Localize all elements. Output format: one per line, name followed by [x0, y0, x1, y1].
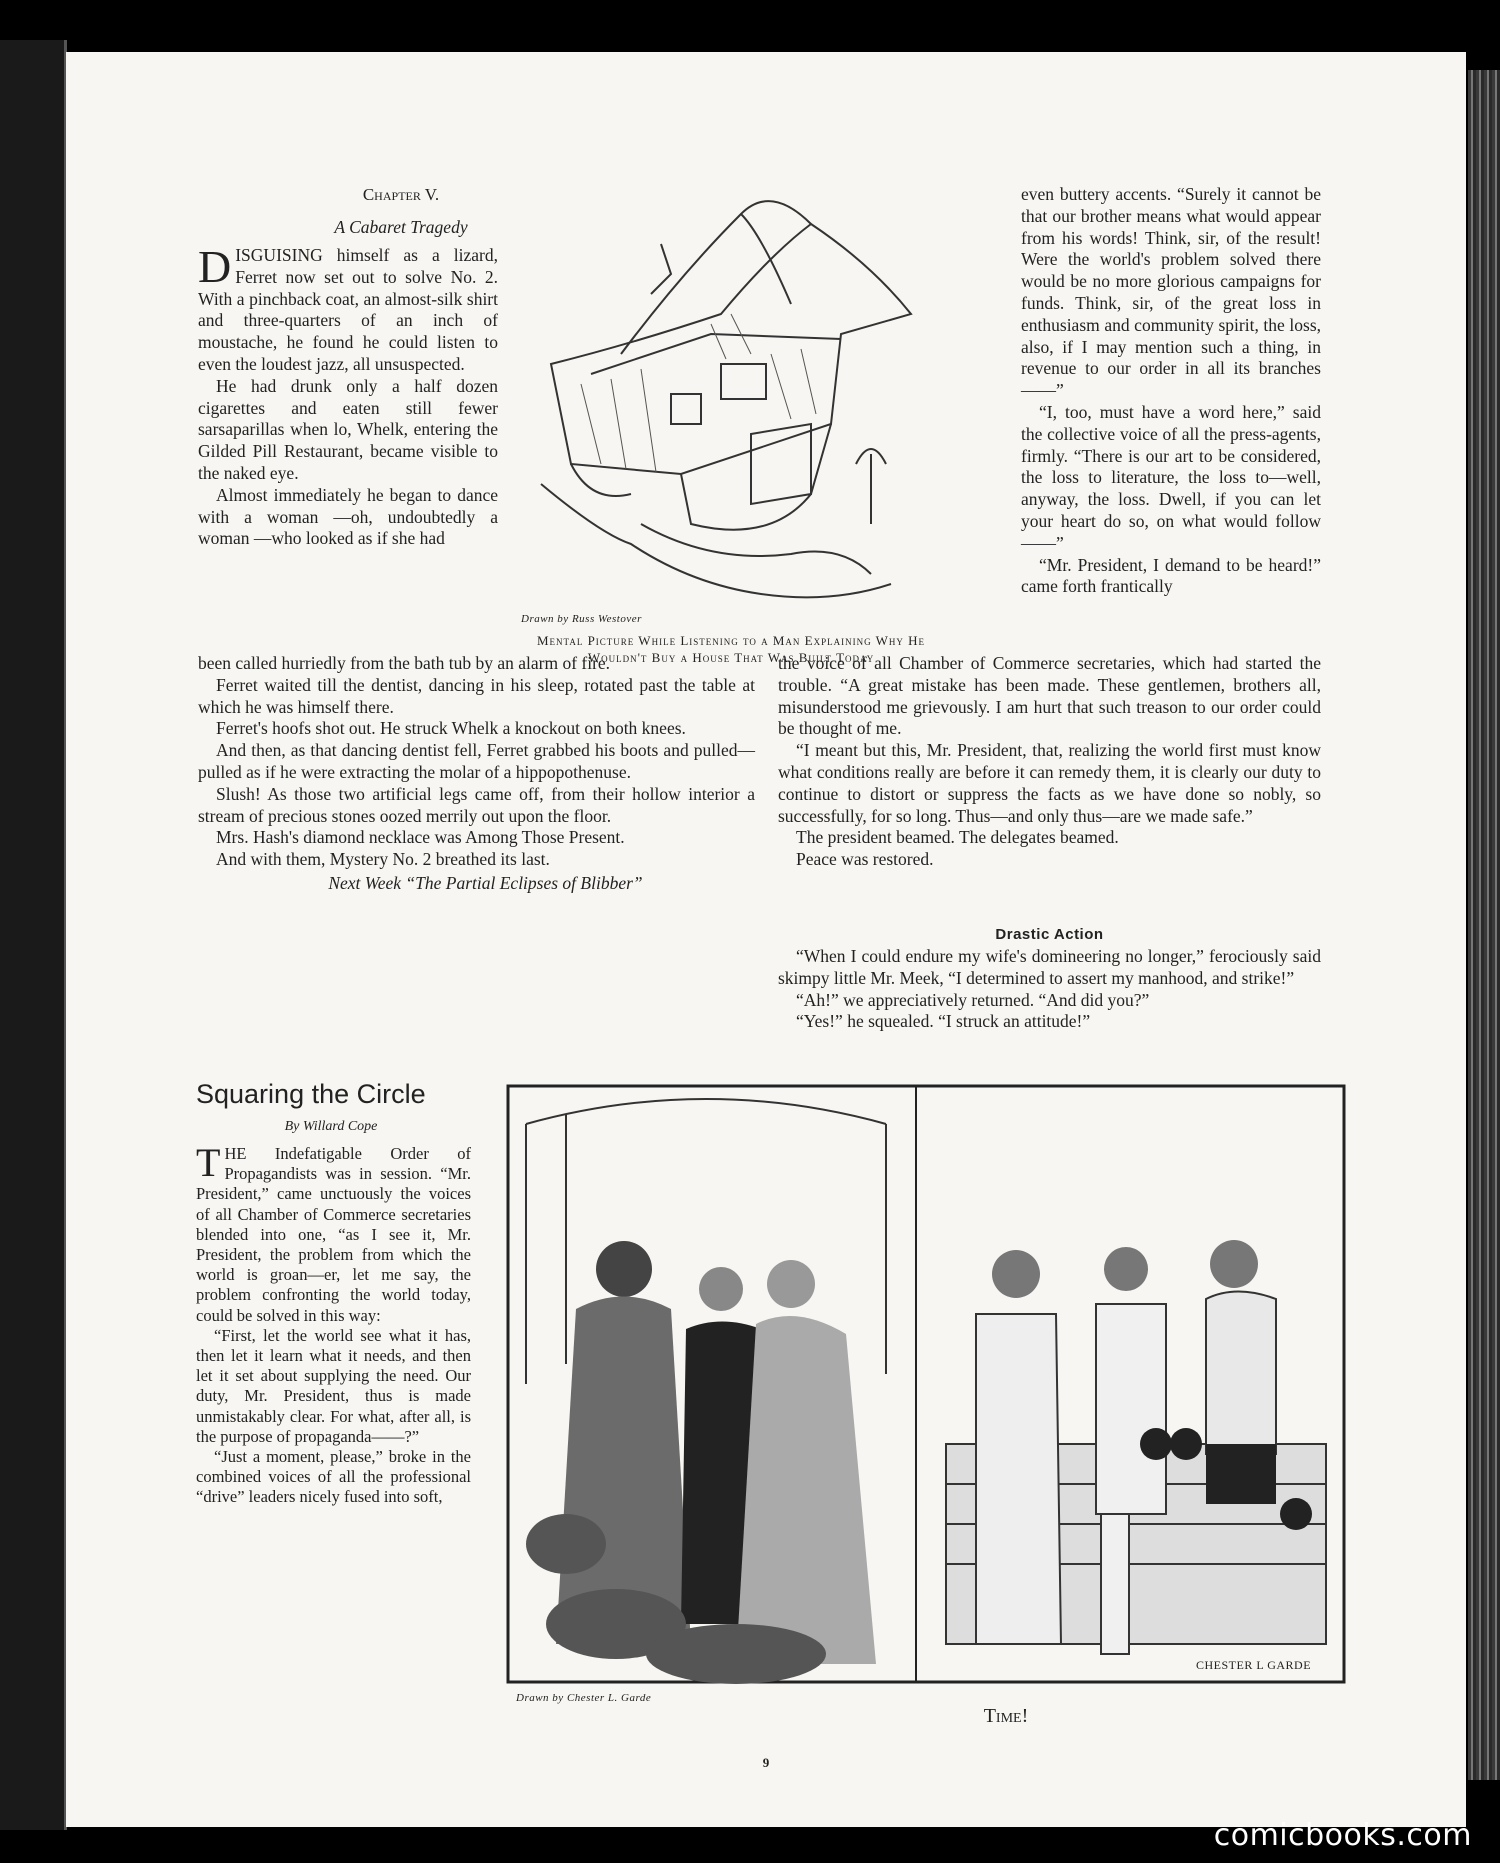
story1-paragraph-6: And then, as that dancing dentist fell, Ferret grabbed his boots and pulled—pulled as if he were extracting the molar of a hippopothenuse.: [198, 740, 755, 782]
crooked-house-illustration: [511, 164, 941, 614]
illus2-credit: Drawn by Chester L. Garde: [516, 1692, 652, 1704]
squaring-circle-title: Squaring the Circle: [196, 1079, 426, 1109]
story3-paragraph-2: “Ah!” we appreciatively returned. “And did you?”: [796, 989, 1150, 1010]
drop-cap: D: [198, 241, 232, 292]
watermark: comicbooks.com: [1213, 1818, 1472, 1853]
story2-paragraph-2: “First, let the world see what it has, then let it learn what it needs, and then let it set about supplying the need. Our duty, Mr. President, thus is made unmistakably clear. For what, after all, is the purpose of propaganda——?”: [196, 1325, 471, 1446]
chapter-heading: Chapter V.: [362, 185, 440, 204]
story2-paragraph-3: “Just a moment, please,” broke in the combined voices of all the professional “drive” leaders nicely fused into soft,: [196, 1447, 471, 1507]
story2-paragraph-4: even buttery accents. “Surely it cannot be that our brother means what would appear from his words! Think, sir, of the result! Were the world's problem solved there would be no more glorious campaigns for funds. Think, sir, of the great loss in enthusiasm and community spirit, the loss, also, if I may mention such a thing, in revenue to our order in all its branches——”: [1021, 184, 1321, 401]
illus2-signature: CHESTER L GARDE: [1196, 1658, 1312, 1672]
story3-paragraph-1: “When I could endure my wife's domineering no longer,” ferociously said skimpy little Mr. Meek, “I determined to assert my manhood, and strike!”: [778, 946, 1321, 988]
story2-column-right-top: [1021, 184, 1321, 598]
story1-paragraph-1: DISGUISING himself as a lizard, Ferret now set out to solve No. 2. With a pinchback coat, an almost-silk shirt and three-quarters of an inch of moustache, he found he could listen to even the loudest jazz, all unsuspected.: [198, 241, 498, 374]
story2-column-right-bottom: [778, 653, 1321, 871]
drastic-action-title: Drastic Action: [995, 926, 1104, 943]
story1-paragraph-3: Almost immediately he began to dance with a woman —oh, undoubtedly a woman —who looked as if she had: [198, 484, 498, 549]
page-number: 9: [762, 1755, 770, 1770]
story2-paragraph-7: “I meant but this, Mr. President, that, realizing the world first must know what conditions really are before it can remedy them, it is clearly our duty to continue to distort or suppress the facts as we have done so nobly, so successfully, for so long. Thus—and only thus—are we made safe.”: [778, 740, 1321, 826]
next-week-note: Next Week “The Partial Eclipses of Blibber”: [328, 872, 643, 893]
story2-paragraph-6-cont: the voice of all Chamber of Commerce secretaries, which had started the trouble. “A great mistake has been made. These gentlemen, brothers all, misunderstood me grievously. I am hurt that such treason to our order could be thought of me.: [778, 653, 1321, 739]
story3-paragraph-3: “Yes!” he squealed. “I struck an attitude!”: [796, 1011, 1091, 1032]
story2-paragraph-6: “Mr. President, I demand to be heard!” came forth frantically: [1021, 554, 1321, 597]
chapter-subtitle: A Cabaret Tragedy: [334, 217, 468, 237]
story1-paragraph-7: Slush! As those two artificial legs came off, from their hollow interior a stream of precious stones oozed merrily out upon the floor.: [198, 783, 755, 826]
story2-column-left: [196, 1140, 471, 1508]
illus1-caption: Mental Picture While Listening to a Man Explaining Why He Wouldn't Buy a House That Was Built Today: [536, 633, 926, 665]
wedding-boxing-illustration: [506, 1084, 1346, 1684]
magazine-page: [66, 52, 1466, 1827]
story1-paragraph-8: Mrs. Hash's diamond necklace was Among Those Present.: [216, 827, 625, 848]
drop-cap: T: [196, 1140, 221, 1185]
story2-paragraph-9: Peace was restored.: [796, 849, 934, 870]
story1-paragraph-9: And with them, Mystery No. 2 breathed its last.: [216, 849, 550, 870]
story2-paragraph-1: THE Indefatigable Order of Propagandists was in session. “Mr. President,” came unctuously the voices of all Chamber of Commerce secretaries blended into one, “as I see it, Mr. President, the problem from which the world is groan—er, let me say, the problem confronting the world today, could be solved in this way:: [196, 1140, 471, 1325]
squaring-circle-byline: By Willard Cope: [284, 1119, 378, 1134]
story1-column-top: [198, 241, 498, 550]
story2-paragraph-8: The president beamed. The delegates beamed.: [796, 827, 1119, 848]
story1-paragraph-5: Ferret's hoofs shot out. He struck Whelk a knockout on both knees.: [216, 718, 686, 739]
story1-paragraph-4: Ferret waited till the dentist, dancing in his sleep, rotated past the table at which he was himself there.: [198, 674, 755, 717]
story1-paragraph-2: He had drunk only a half dozen cigarettes and eaten still fewer sarsaparillas when lo, Whelk, entering the Gilded Pill Restaurant, became visible to the naked eye.: [198, 375, 498, 483]
story1-column-bottom: [198, 653, 755, 895]
book-spine: [0, 40, 67, 1830]
illus1-credit: Drawn by Russ Westover: [521, 613, 642, 625]
story3-body: [778, 946, 1321, 1033]
page-edges: [1468, 70, 1500, 1780]
story2-paragraph-5: “I, too, must have a word here,” said the collective voice of all the press-agents, firmly. “There is our art to be considered, the loss to literature, the loss to—well, anyway, the loss. Dwell, if you can let your heart do so, on what would follow——”: [1021, 401, 1321, 553]
story1-paragraph-3-cont: been called hurriedly from the bath tub by an alarm of fire.: [198, 653, 611, 673]
illus2-caption: Time!: [983, 1705, 1029, 1727]
